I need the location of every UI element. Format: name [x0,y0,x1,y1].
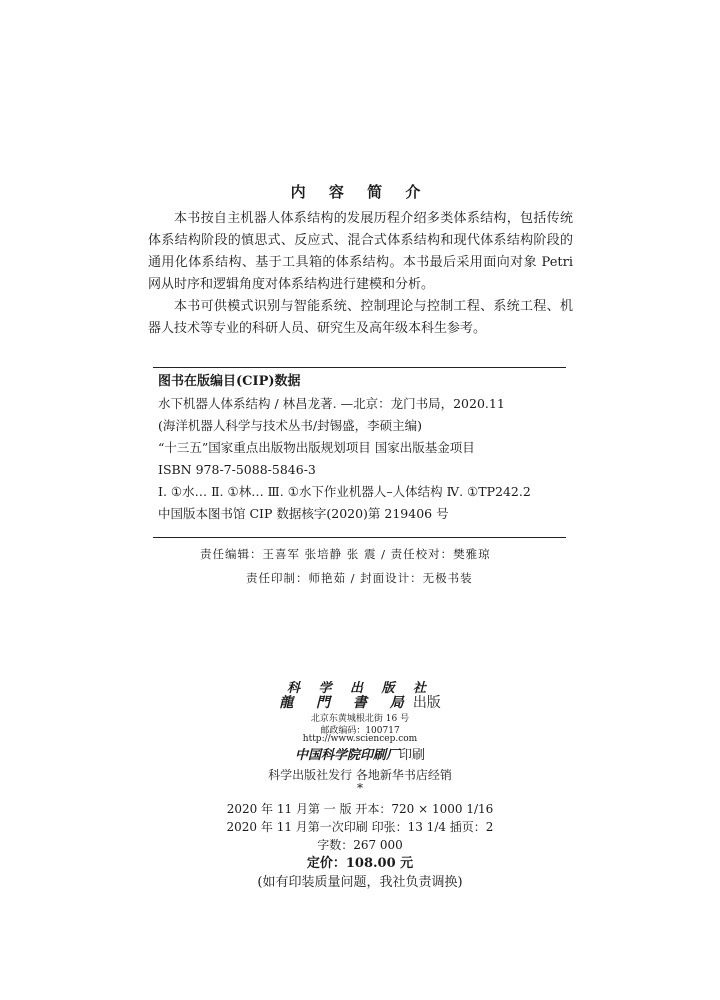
publisher-logo-longmen: 龍 門 書 局 [279,695,413,711]
summary-body [148,208,573,340]
cip-top-rule [153,367,566,368]
edition-line: 2020 年 11 月第 一 版 开本：720 × 1000 1/16 [226,802,494,816]
summary-paragraph: 本书按自主机器人体系结构的发展历程介绍多类体系结构，包括传统体系结构阶段的慎思式、反应式、混合式体系结构和现代体系结构阶段的通用化体系结构、基于工具箱的体系结构。本书最后采用面向对象 Petri 网从时序和逻辑角度对体系结构进行建模和分析。 [148,211,573,292]
cip-title-line: 水下机器人体系结构 / 林昌龙著. —北京：龙门书局，2020.11 [158,396,505,411]
separator-star: * [357,781,363,795]
printer-suffix: 印刷 [399,748,426,763]
publisher-logo-science-press: 科 学 出 版 社 [286,681,434,696]
production-credits: 责任印制：师艳茹 / 封面设计：无极书装 [246,571,473,585]
cip-bottom-rule [153,537,566,538]
editor-credits: 责任编辑：王喜军 张培静 张 震 / 责任校对：樊雅琼 [200,547,491,561]
publisher-postcode: 邮政编码：100717 [320,726,400,736]
distribution-line: 科学出版社发行 各地新华书店经销 [268,768,452,782]
publisher-address: 北京东黄城根北街 16 号 [310,714,410,724]
printer-logo: 中国科学院印刷厂 [294,748,399,763]
quality-note: (如有印装质量问题，我社负责调换) [257,875,463,890]
publisher-website: http://www.sciencep.com [302,734,418,744]
cip-header: 图书在版编目(CIP)数据 [158,374,301,389]
cip-series-line: (海洋机器人科学与技术丛书/封锡盛，李硕主编) [158,418,422,433]
cip-project-line: “十三五”国家重点出版物出版规划项目 国家出版基金项目 [158,440,475,455]
cip-isbn-line: ISBN 978-7-5088-5846-3 [158,462,316,477]
summary-title: 内 容 简 介 [290,183,430,201]
printer-line [0,744,720,763]
word-count: 字数：267 000 [317,838,403,852]
print-line: 2020 年 11 月第一次印刷 印张：13 1/4 插页：2 [226,820,494,834]
summary-paragraph: 本书可供模式识别与智能系统、控制理论与控制工程、系统工程、机器人技术等专业的科研人员、研究生及高年级本科生参考。 [148,299,573,336]
cip-record-line: 中国版本图书馆 CIP 数据核字(2020)第 219406 号 [158,506,449,521]
price: 定价：108.00 元 [306,856,414,871]
publisher-line [0,692,720,712]
cip-block [158,393,573,525]
publish-suffix: 出版 [412,695,441,711]
cip-classification-line: Ⅰ. ①水… Ⅱ. ①林… Ⅲ. ①水下作业机器人–人体结构 Ⅳ. ①TP242.2 [158,484,531,499]
